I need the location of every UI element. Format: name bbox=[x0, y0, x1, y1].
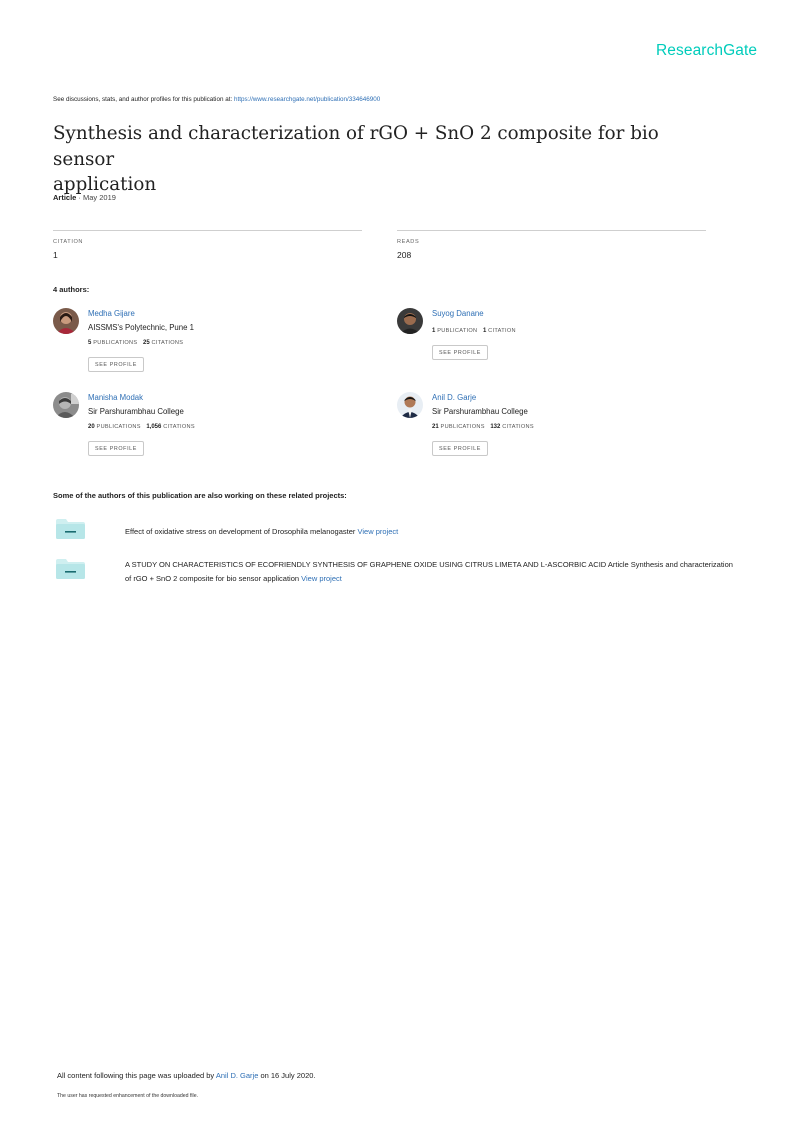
project-folder-icon bbox=[56, 519, 85, 539]
author-stats-anil-garje: 21 PUBLICATIONS 132 CITATIONS bbox=[432, 424, 534, 430]
author-name-suyog-danane[interactable]: Suyog Danane bbox=[432, 309, 484, 318]
see-profile-button-suyog-danane[interactable]: SEE PROFILE bbox=[432, 345, 488, 360]
view-project-link[interactable]: View project bbox=[301, 574, 342, 583]
author-institution-manisha-modak: Sir Parshurambhau College bbox=[88, 407, 184, 416]
upload-notice: All content following this page was uploaded by Anil D. Garje on 16 July 2020. bbox=[57, 1071, 316, 1080]
author-avatar-suyog-danane[interactable] bbox=[397, 308, 423, 334]
project-folder-icon bbox=[56, 559, 85, 579]
uploader-link[interactable]: Anil D. Garje bbox=[215, 1071, 259, 1080]
author-institution-anil-garje: Sir Parshurambhau College bbox=[432, 407, 528, 416]
paper-title-line1: Synthesis and characterization of rGO + SnO 2 composite for bio sensor bbox=[53, 123, 659, 170]
article-date: · May 2019 bbox=[76, 193, 116, 202]
researchgate-logo[interactable]: ResearchGate bbox=[656, 42, 758, 59]
paper-title bbox=[53, 121, 703, 198]
see-profile-button-manisha-modak[interactable]: SEE PROFILE bbox=[88, 441, 144, 456]
author-stats-suyog-danane: 1 PUBLICATION 1 CITATION bbox=[432, 328, 516, 334]
citation-count: 1 bbox=[53, 250, 58, 260]
discussion-line bbox=[53, 96, 380, 103]
enhancement-note: The user has requested enhancement of the downloaded file. bbox=[57, 1093, 199, 1099]
publication-url-link[interactable]: https://www.researchgate.net/publication/334646900 bbox=[233, 96, 381, 103]
paper-title-line2: application bbox=[53, 174, 157, 195]
author-avatar-manisha-modak[interactable] bbox=[53, 392, 79, 418]
author-institution-medha-gijare: AISSMS's Polytechnic, Pune 1 bbox=[88, 323, 194, 332]
project-title: Effect of oxidative stress on development of Drosophila melanogaster bbox=[125, 527, 358, 536]
author-name-manisha-modak[interactable]: Manisha Modak bbox=[88, 393, 144, 402]
reads-count: 208 bbox=[397, 250, 412, 260]
author-stats-medha-gijare: 5 PUBLICATIONS 25 CITATIONS bbox=[88, 340, 184, 346]
projects-heading: Some of the authors of this publication are also working on these related projects: bbox=[53, 491, 347, 500]
author-stats-manisha-modak: 20 PUBLICATIONS 1,056 CITATIONS bbox=[88, 424, 195, 430]
citation-divider bbox=[53, 230, 362, 231]
author-avatar-medha-gijare[interactable] bbox=[53, 308, 79, 334]
author-name-medha-gijare[interactable]: Medha Gijare bbox=[88, 309, 135, 318]
authors-heading: 4 authors: bbox=[53, 285, 90, 294]
author-avatar-anil-garje[interactable] bbox=[397, 392, 423, 418]
project-title-line2: of rGO + SnO 2 composite for bio sensor application bbox=[125, 574, 302, 583]
project-title-line1: A STUDY ON CHARACTERISTICS OF ECOFRIENDLY SYNTHESIS OF GRAPHENE OXIDE USING CITRUS LIMETA AND L-ASCORBIC ACID Article Synthesis and characterization bbox=[125, 560, 733, 569]
see-profile-button-anil-garje[interactable]: SEE PROFILE bbox=[432, 441, 488, 456]
article-meta bbox=[53, 193, 116, 202]
view-project-link[interactable]: View project bbox=[357, 527, 399, 536]
project-item bbox=[125, 525, 398, 539]
article-type: Article bbox=[53, 193, 77, 202]
reads-label: READS bbox=[397, 239, 420, 245]
reads-divider bbox=[397, 230, 706, 231]
citation-label: CITATION bbox=[53, 239, 84, 245]
project-item bbox=[125, 558, 745, 586]
discussion-prefix: See discussions, stats, and author profiles for this publication at: bbox=[53, 96, 234, 103]
see-profile-button-medha-gijare[interactable]: SEE PROFILE bbox=[88, 357, 144, 372]
author-name-anil-garje[interactable]: Anil D. Garje bbox=[432, 393, 477, 402]
